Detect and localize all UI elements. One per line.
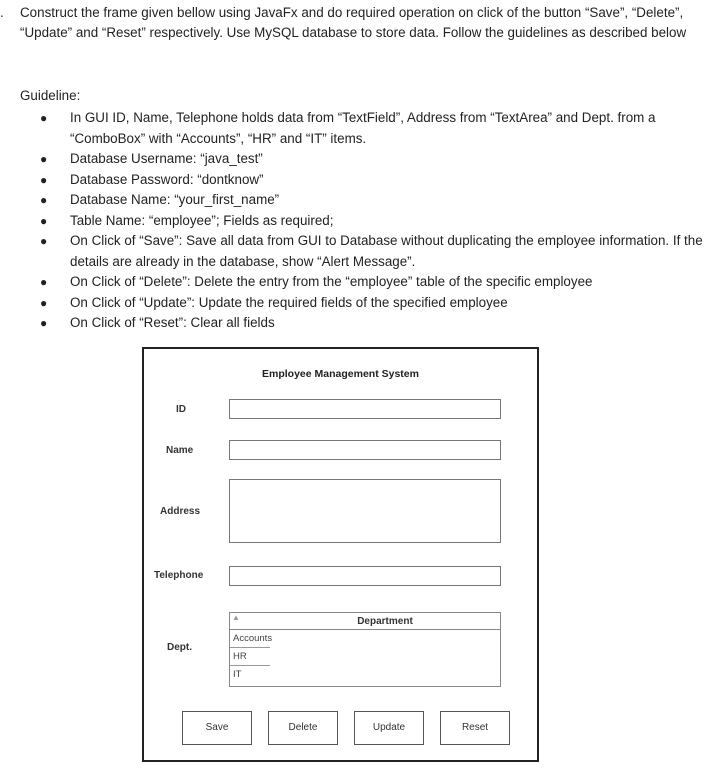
guideline-item: ● In GUI ID, Name, Telephone holds data from “TextField”, Address from “TextArea” and Dept. from a “ComboBox” with “Accounts”, “HR” and “IT” items.	[40, 110, 656, 146]
guideline-item: ● On Click of “Delete”: Delete the entry from the “employee” table of the specific employee	[40, 272, 708, 293]
address-textarea[interactable]	[229, 479, 501, 543]
telephone-field[interactable]	[229, 566, 501, 586]
save-button[interactable]: Save	[182, 711, 252, 745]
name-label: Name	[166, 445, 194, 456]
department-combobox[interactable]	[229, 612, 501, 630]
bullet-icon: ●	[40, 295, 48, 310]
bullet-icon: ●	[40, 234, 48, 248]
name-field[interactable]	[229, 440, 501, 460]
address-label: Address	[160, 506, 201, 517]
form-title: Employee Management System	[262, 368, 419, 380]
option-divider	[230, 665, 270, 666]
guideline-item: ● On Click of “Update”: Update the required fields of the specified employee	[40, 293, 708, 314]
id-field[interactable]	[229, 399, 501, 419]
guideline-item: ● On Click of “Save”: Save all data from GUI to Database without duplicating the employee information. If the details are already in the database, show “Alert Message”.	[40, 233, 703, 269]
bullet-icon: ●	[40, 213, 48, 228]
bullet-icon: ●	[40, 111, 48, 125]
bullet-icon: ●	[40, 172, 48, 187]
option-divider	[230, 647, 270, 648]
combo-option-hr[interactable]: HR	[233, 651, 247, 662]
guideline-item: ● Database Username: “java_test”	[40, 149, 708, 170]
question-text: Construct the frame given bellow using JavaFx and do required operation on click of the button “Save”, “Delete”, “Update” and “Reset” respectively. Use MySQL database to store data. Follow the guidelines as described below	[20, 5, 687, 40]
combo-title: Department	[357, 616, 413, 627]
update-button[interactable]: Update	[354, 711, 424, 745]
combo-option-it[interactable]: IT	[233, 669, 242, 680]
bullet-icon: ●	[40, 275, 48, 289]
combo-arrow-icon[interactable]: ▲	[232, 613, 240, 622]
combo-option-accounts[interactable]: Accounts	[233, 633, 273, 644]
guideline-item: ● Database Name: “your_first_name”	[40, 190, 708, 211]
dept-label: Dept.	[167, 642, 192, 653]
bullet-icon: ●	[40, 152, 48, 166]
employee-form-frame	[142, 347, 539, 762]
guideline-item: ● Table Name: “employee”; Fields as required;	[40, 211, 708, 232]
guideline-heading: Guideline:	[20, 88, 81, 103]
department-options	[229, 629, 501, 687]
reset-button[interactable]: Reset	[440, 711, 510, 745]
guideline-item: ● On Click of “Reset”: Clear all fields	[40, 313, 708, 334]
question-number: .	[0, 5, 4, 20]
delete-button[interactable]: Delete	[268, 711, 338, 745]
guideline-item: ● Database Password: “dontknow”	[40, 170, 708, 191]
bullet-icon: ●	[40, 316, 48, 330]
bullet-icon: ●	[40, 193, 48, 207]
guideline-list	[40, 108, 708, 334]
id-label: ID	[176, 404, 186, 415]
telephone-label: Telephone	[154, 570, 204, 581]
